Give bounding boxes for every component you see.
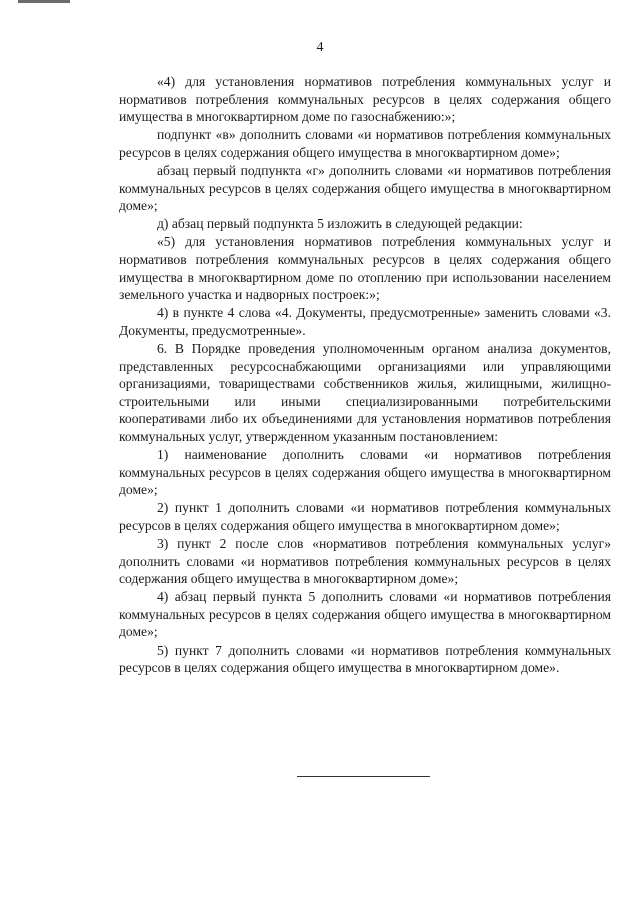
paragraph-subpoint-v: подпункт «в» дополнить словами «и нормативов потребления коммунальных ресурсов в целях содержания общего имущества в многоквартирном доме»; [119, 127, 611, 160]
paragraph-subpoint-d: д) абзац первый подпункта 5 изложить в следующей редакции: [157, 216, 523, 232]
paragraph-6-3-point-2: 3) пункт 2 после слов «нормативов потребления коммунальных услуг» дополнить словами «и нормативов потребления коммунальных ресурсов в целях содержания общего имущества в многоквартирном доме»; [119, 535, 611, 587]
paragraph-6-2-point-1: 2) пункт 1 дополнить словами «и нормативов потребления коммунальных ресурсов в целях содержания общего имущества в многоквартирном доме»; [119, 500, 611, 533]
end-of-document-line [297, 776, 430, 777]
paragraph-6-4-point-5: 4) абзац первый пункта 5 дополнить словами «и нормативов потребления коммунальных ресурсов в целях содержания общего имущества в многоквартирном доме»; [119, 589, 611, 640]
paragraph-subpoint-g: абзац первый подпункта «г» дополнить словами «и нормативов потребления коммунальных ресурсов в целях содержания общего имущества в многоквартирном доме»; [119, 162, 611, 214]
page-number: 4 [316, 40, 324, 55]
paragraph-6-1-title: 1) наименование дополнить словами «и нормативов потребления коммунальных ресурсов в целях содержания общего имущества в многоквартирном доме»; [119, 446, 611, 498]
document-body [119, 73, 611, 677]
paragraph-item-4-gas: «4) для установления нормативов потребления коммунальных услуг и нормативов потребления коммунальных ресурсов в целях содержания общего имущества в многоквартирном доме по газоснабжению:»; [119, 74, 611, 125]
paragraph-item-5-heating: «5) для установления нормативов потребления коммунальных услуг и нормативов потребления коммунальных ресурсов в целях содержания общего имущества в многоквартирном доме по отоплению при использовании населением земельного участка и надворных построек:»; [119, 234, 611, 303]
scan-corner-mark [18, 0, 70, 3]
paragraph-6-5-point-7: 5) пункт 7 дополнить словами «и нормативов потребления коммунальных ресурсов в целях содержания общего имущества в многоквартирном доме». [119, 642, 611, 676]
paragraph-point-4-documents: 4) в пункте 4 слова «4. Документы, предусмотренные» заменить словами «3. Документы, предусмотренные». [119, 305, 611, 338]
paragraph-section-6: 6. В Порядке проведения уполномоченным органом анализа документов, представленных ресурсоснабжающими организациями или управляющими организациями, товариществами собственников жилья, жилищными, жилищно-строительными или иными специализированными потребительскими кооперативами либо их объединениями для установления нормативов потребления коммунальных услуг, утвержденном указанным постановлением: [119, 340, 611, 444]
